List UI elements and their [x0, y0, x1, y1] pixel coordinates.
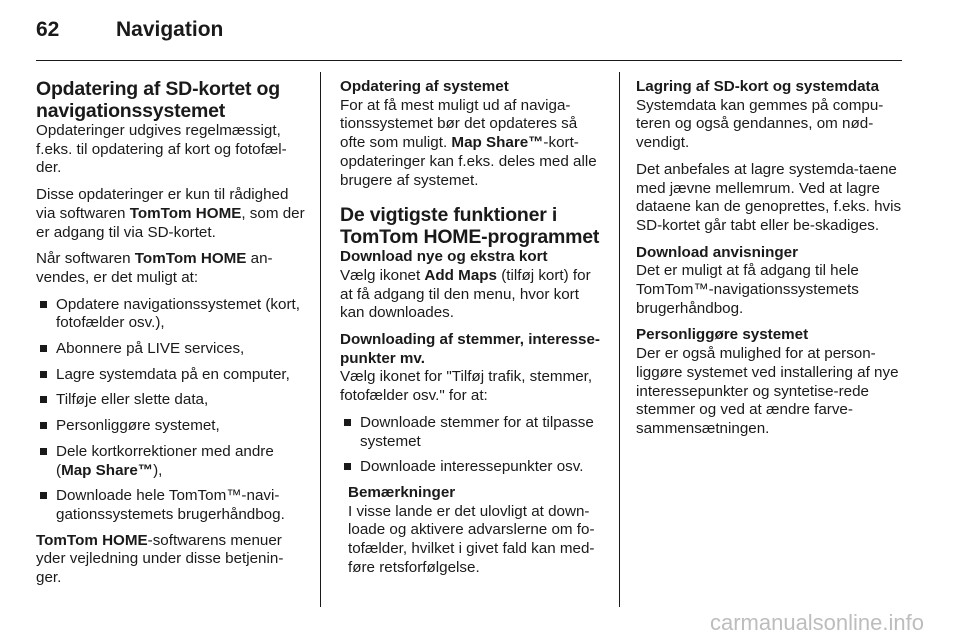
paragraph: For at få mest muligt ud af naviga-tionssystemet bør det opdateres så ofte som muligt. Map Share™-kort-opdateringer kan f.eks. deles med alle brugere af systemet. [340, 96, 597, 189]
column-divider-1 [320, 72, 321, 607]
note-text: I visse lande er det ulovligt at down-loade og aktivere advarslerne om fo-tofælder, hvilket i givet fald kan med-føre retsforfølgelse. [348, 502, 595, 576]
paragraph: Disse opdateringer er kun til rådighed via softwaren TomTom HOME, som der er adgang til via SD-kortet. [36, 186, 305, 241]
heading-system-update: Opdatering af systemet [340, 78, 509, 95]
list-item: Personliggøre systemet, [36, 417, 308, 436]
list-item: Dele kortkorrektioner med andre (Map Share™), [36, 443, 308, 480]
list-item: Abonnere på LIVE services, [36, 340, 308, 359]
list-item: Lagre systemdata på en computer, [36, 366, 308, 385]
heading-main-functions: De vigtigste funktioner i TomTom HOME-programmet [340, 204, 600, 249]
bullet-icon [40, 371, 47, 378]
paragraph: Det er muligt at få adgang til hele TomTom™-navigationssystemets brugerhåndbog. [636, 262, 859, 317]
heading-sd-update: Opdatering af SD-kortet og navigationssystemet [36, 78, 280, 122]
list-item: Downloade stemmer for at tilpasse systemet [340, 414, 602, 451]
note-title: Bemærkninger [348, 483, 456, 501]
paragraph: Vælg ikonet for "Tilføj trafik, stemmer, fotofælder osv." for at: [340, 368, 593, 405]
paragraph: Det anbefales at lagre systemda-taene med jævne mellemrum. Ved at lagre dataene kan de genoprettes, f.eks. hvis SD-kortet går tabt eller be-skadiges. [636, 160, 902, 234]
download-list [340, 414, 602, 477]
note-box [340, 484, 602, 578]
heading-download-guide: Download anvisninger [636, 243, 799, 261]
list-item: Downloade hele TomTom™-navi-gationssystemets brugerhåndbog. [36, 487, 308, 524]
header-rule [36, 60, 902, 61]
watermark: carmanualsonline.info [709, 610, 924, 635]
bullet-icon [40, 301, 47, 308]
list-item: Tilføje eller slette data, [36, 391, 308, 410]
heading-store-data: Lagring af SD-kort og systemdata [636, 78, 880, 95]
column-divider-2 [619, 72, 620, 607]
section-title: Navigation [116, 18, 224, 41]
bullet-icon [40, 492, 47, 499]
bullet-icon [344, 463, 351, 470]
bullet-icon [344, 419, 351, 426]
paragraph: Når softwaren TomTom HOME an-vendes, er det muligt at: [36, 250, 273, 286]
bullet-icon [40, 422, 47, 429]
paragraph: Vælg ikonet Add Maps (tilføj kort) for at få adgang til den menu, hvor kort kan downloades. [340, 266, 591, 322]
list-item: Downloade interessepunkter osv. [340, 458, 602, 477]
paragraph: Systemdata kan gemmes på compu-teren og også gendannes, om nød-vendigt. [636, 96, 884, 152]
column-1 [36, 78, 308, 596]
page-number: 62 [36, 18, 60, 41]
paragraph: TomTom HOME-softwarens menuer yder vejledning under disse betjenin-ger. [36, 531, 284, 587]
heading-personalize: Personliggøre systemet [636, 326, 809, 344]
bullet-icon [40, 396, 47, 403]
bullet-icon [40, 345, 47, 352]
heading-download-maps: Download nye og ekstra kort [340, 248, 548, 266]
list-item: Opdatere navigationssystemet (kort, fotofælder osv.), [36, 296, 308, 333]
heading-download-voices: Downloading af stemmer, interesse-punkter mv. [340, 331, 600, 367]
column-3 [636, 78, 904, 447]
bullet-icon [40, 448, 47, 455]
feature-list [36, 296, 308, 525]
paragraph: Der er også mulighed for at person-liggøre systemet ved installering af nye interessepunkter og syntetise-rede stemmer og ved at ændre farve-sammensætningen. [636, 345, 899, 437]
paragraph: Opdateringer udgives regelmæssigt, f.eks. til opdatering af kort og fotofæl-der. [36, 122, 287, 177]
column-2 [340, 78, 602, 577]
